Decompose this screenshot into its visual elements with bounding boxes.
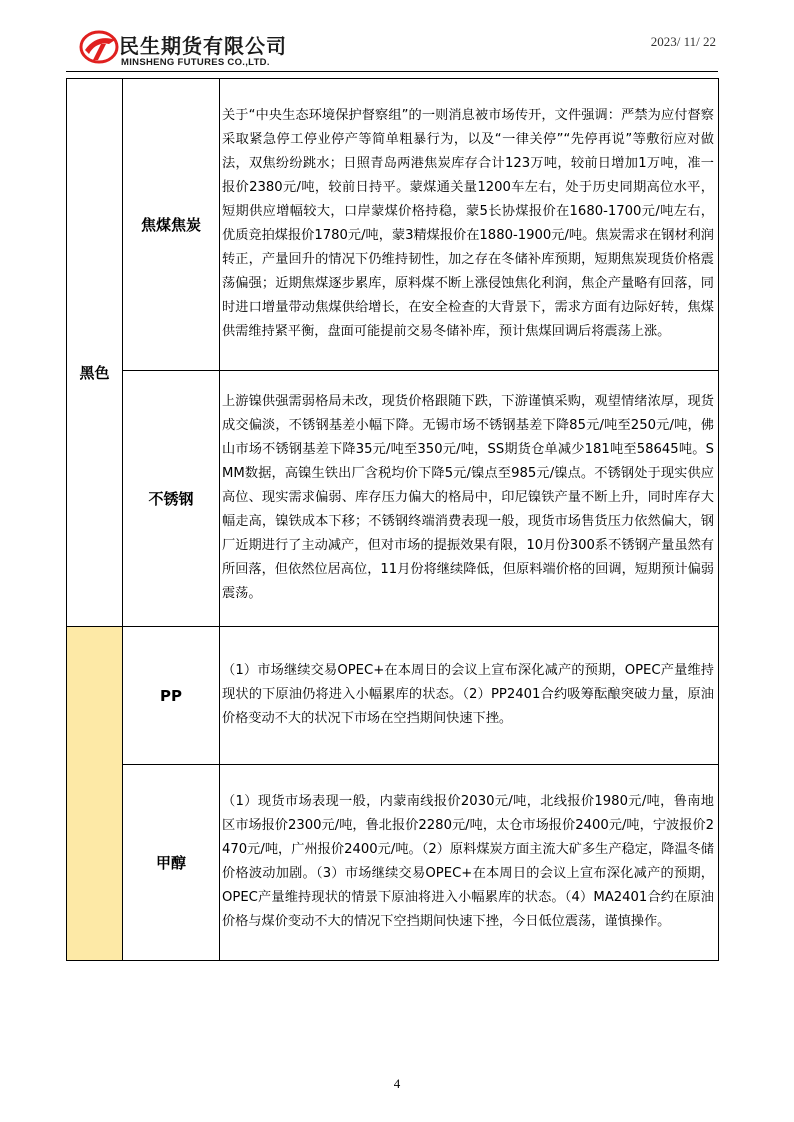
page-header: [0, 0, 794, 80]
product-analysis-cell: [220, 765, 719, 961]
category-label: 黑色: [79, 364, 110, 382]
commodity-table: [66, 78, 719, 961]
table-row: [67, 79, 719, 371]
product-name-cell: [123, 79, 220, 371]
product-analysis-text: （1）市场继续交易OPEC+在本周日的会议上宣布深化减产的预期，OPEC产量维持现状的下原油仍将进入小幅累库的状态。（2）PP2401合约吸筹酝酿突破力量，原油价格变动不大的状况下市场在空挡期间快速下挫。: [222, 662, 714, 726]
page-number: 4: [393, 1076, 401, 1091]
header-divider: [66, 71, 718, 72]
product-name-cell: [123, 371, 220, 627]
table-row: [67, 371, 719, 627]
product-analysis-text: （1）现货市场表现一般，内蒙南线报价2030元/吨，北线报价1980元/吨，鲁南地区市场报价2300元/吨，鲁北报价2280元/吨，太仓市场报价2400元/吨，宁波报价2470元/吨，广州报价2400元/吨。（2）原料煤炭方面主流大矿多生产稳定，降温冬储价格波动加剧。（3）市场继续交易OPEC+在本周日的会议上宣布深化减产的预期，OPEC产量维持现状的情景下原油将进入小幅累库的状态。（4）MA2401合约在原油价格与煤价变动不大的情况下空挡期间快速下挫，今日低位震荡，谨慎操作。: [222, 793, 714, 929]
product-name: 甲醇: [155, 854, 186, 872]
category-cell: [67, 79, 123, 627]
product-name: PP: [160, 686, 182, 705]
report-date: 2023/ 11/ 22: [650, 34, 716, 49]
product-analysis-cell: [220, 79, 719, 371]
minsheng-logo-icon: [79, 30, 119, 64]
product-analysis-text: 上游镍供强需弱格局未改，现货价格跟随下跌，下游谨慎采购，观望情绪浓厚，现货成交偏淡，不锈钢基差小幅下降。无锡市场不锈钢基差下降85元/吨至250元/吨，佛山市场不锈钢基差下降35元/吨至350元/吨，SS期货仓单减少181吨至58645吨。SMM数据，高镍生铁出厂含税均价下降5元/镍点至985元/镍点。不锈钢处于现实供应高位、现实需求偏弱、库存压力偏大的格局中，印尼镍铁产量不断上升，同时库存大幅走高，镍铁成本下移；不锈钢终端消费表现一般，现货市场售货压力依然偏大，钢厂近期进行了主动减产，但对市场的提振效果有限，10月份300系不锈钢产量虽然有所回落，但依然位居高位，11月份将继续降低，但原料端价格的回调，短期预计偏弱震荡。: [222, 393, 714, 601]
product-analysis-cell: [220, 371, 719, 627]
company-name-cn: 民生期货有限公司: [119, 34, 287, 58]
category-cell: [67, 627, 123, 961]
company-name-en: MINSHENG FUTURES CO.,LTD.: [121, 57, 270, 68]
product-name: 不锈钢: [148, 490, 194, 508]
product-name-cell: [123, 627, 220, 765]
product-analysis-cell: [220, 627, 719, 765]
product-name: 焦煤焦炭: [140, 216, 201, 234]
product-analysis-text: 关于“中央生态环境保护督察组”的一则消息被市场传开，文件强调：严禁为应付督察采取紧急停工停业停产等简单粗暴行为，以及“一律关停”“先停再说”等敷衍应对做法，双焦纷纷跳水；日照青岛两港焦炭库存合计123万吨，较前日增加1万吨，准一报价2380元/吨，较前日持平。蒙煤通关量1200车左右，处于历史同期高位水平，短期供应增幅较大，口岸蒙煤价格持稳，蒙5长协煤报价在1680-1700元/吨左右，优质竞拍煤报价1780元/吨，蒙3精煤报价在1880-1900元/吨。焦炭需求在钢材利润转正，产量回升的情况下仍维持韧性，加之存在冬储补库预期，短期焦炭现货价格震荡偏强；近期焦煤逐步累库，原料煤不断上涨侵蚀焦化利润，焦企产量略有回落，同时进口增量带动焦煤供给增长，在安全检查的大背景下，需求方面有边际好转，焦煤供需维持紧平衡，盘面可能提前交易冬储补库，预计焦煤回调后将震荡上涨。: [222, 107, 714, 339]
product-name-cell: [123, 765, 220, 961]
table-row: [67, 765, 719, 961]
table-row: [67, 627, 719, 765]
